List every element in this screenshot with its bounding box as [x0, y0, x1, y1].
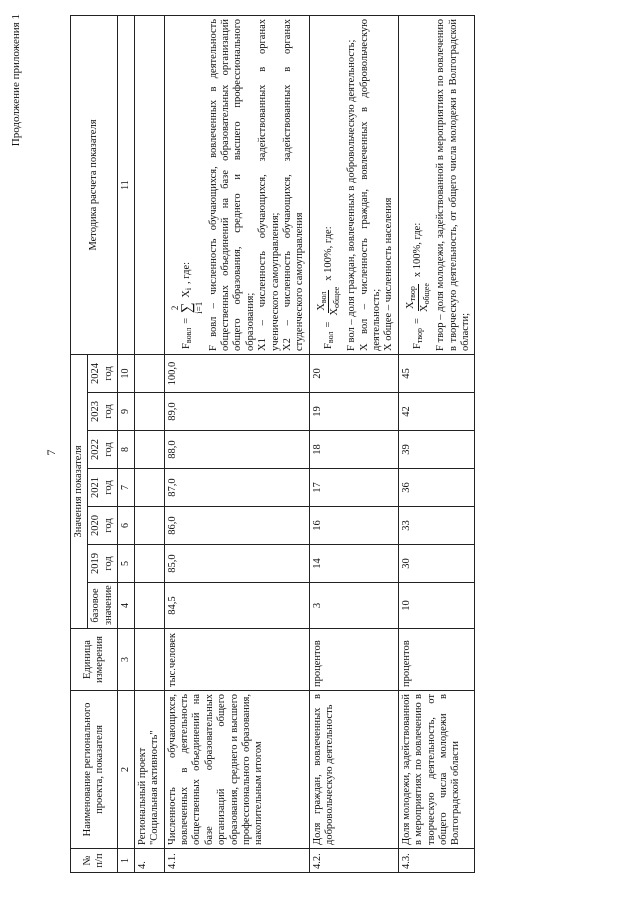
row-num: 4.2.: [309, 849, 398, 873]
row-value: 42: [398, 393, 475, 431]
desc-line: F твор – доля молодежи, задействованной в мероприятиях по вовлечению в творческую деятельность, от общего числа молодежи в Волгоградской области;: [435, 19, 472, 351]
row-name: Доля молодежи, задействованной в мероприятиях по вовлечению в творческую деятельность, от общего числа молодежи в Волгоградской области: [398, 691, 475, 849]
header-name: Наименование регионального проекта, показателя: [71, 691, 118, 849]
table-row: [164, 16, 309, 873]
row-value: 87,0: [164, 469, 309, 507]
row-value: 100,0: [164, 355, 309, 393]
col-number: 2: [118, 691, 135, 849]
formula-eq: =: [411, 318, 423, 324]
formula-tail: х 100%, где:: [322, 226, 334, 281]
row-method: [398, 16, 475, 355]
column-numbers-row: [118, 16, 135, 873]
row-method: [309, 16, 398, 355]
col-number: 10: [118, 355, 135, 393]
header-num: № п/п: [71, 849, 118, 873]
col-number: 6: [118, 507, 135, 545]
desc-line: F вовл – численность обучающихся, вовлеченных в деятельность общественных объединений на базе образовательных организаций общего образования, среднего и высшего профессионального образования;: [207, 19, 256, 351]
row-value: 89,0: [164, 393, 309, 431]
col-number: 9: [118, 393, 135, 431]
col-number: 8: [118, 431, 135, 469]
section-row: [134, 16, 164, 873]
row-value: 18: [309, 431, 398, 469]
header-year: 2023 год: [88, 393, 118, 431]
row-name: Доля граждан, вовлеченных в добровольческую деятельность: [309, 691, 398, 849]
row-baseline: 84,5: [164, 583, 309, 629]
formula-lhs: $F_{вол}$: [322, 331, 335, 349]
desc-line: F вол – доля граждан, вовлеченных в добровольческую деятельность;: [346, 39, 358, 351]
row-value: 36: [398, 469, 475, 507]
header-baseline: базовое значение: [88, 583, 118, 629]
row-value: 20: [309, 355, 398, 393]
desc-line: X общее – численность населения: [383, 197, 395, 351]
header-year: 2020 год: [88, 507, 118, 545]
header-year: 2022 год: [88, 431, 118, 469]
desc-line: X вол – численность граждан, вовлеченных в добровольческую деятельность;: [358, 19, 383, 351]
col-number: 5: [118, 545, 135, 583]
formula: [171, 19, 204, 349]
formula-fraction: $X_{вол}$ $X_{общее}$: [315, 286, 342, 316]
col-number: 3: [118, 629, 135, 691]
header-method: Методика расчета показателя: [71, 16, 118, 355]
formula-eq: =: [180, 317, 192, 324]
header-year: 2021 год: [88, 469, 118, 507]
col-number: 4: [118, 583, 135, 629]
header-row-1: [71, 16, 88, 873]
header-year: 2024 год: [88, 355, 118, 393]
col-number: 7: [118, 469, 135, 507]
header-values: Значения показателя: [71, 355, 88, 629]
row-value: 39: [398, 431, 475, 469]
formula-lhs: $F_{твор}$: [411, 327, 424, 349]
indicators-table: [70, 15, 475, 873]
formula-fraction: $X_{твор}$ $X_{общее}$: [404, 283, 431, 313]
desc-line: X2 – численность обучающихся, задействованных в органах студенческого самоуправления: [281, 19, 306, 351]
col-number: 1: [118, 849, 135, 873]
row-num: 4.1.: [164, 849, 309, 873]
row-value: 85,0: [164, 545, 309, 583]
row-name: Численность обучающихся, вовлеченных в деятельность общественных объединений на базе образовательных организаций общего образования, среднего и высшего профессионального образования, накопительным итогом: [164, 691, 309, 849]
header-unit: Единица измерения: [71, 629, 118, 691]
row-value: 88,0: [164, 431, 309, 469]
row-value: 14: [309, 545, 398, 583]
row-unit: тыс.человек: [164, 629, 309, 691]
row-value: 19: [309, 393, 398, 431]
row-num: 4.3.: [398, 849, 475, 873]
table-row: [309, 16, 398, 873]
row-baseline: 3: [309, 583, 398, 629]
row-unit: процентов: [398, 629, 475, 691]
method-description: [346, 19, 396, 351]
section-num: 4.: [134, 849, 164, 873]
sum-symbol: 2 ∑ i=1: [169, 301, 204, 314]
desc-line: X1 – численность обучающихся, задействованных в органах ученического самоуправления;: [257, 19, 281, 351]
section-title: Региональный проект "Социальная активность": [134, 691, 164, 849]
formula-term: $X_i$: [180, 287, 193, 298]
continuation-label: Продолжение приложения 1: [10, 14, 22, 147]
formula-lhs: $F_{вовл}$: [180, 327, 193, 349]
table-row: [398, 16, 475, 873]
row-baseline: 10: [398, 583, 475, 629]
row-value: 17: [309, 469, 398, 507]
formula-tail: х 100%, где:: [411, 222, 423, 278]
header-year: 2019 год: [88, 545, 118, 583]
page-number: 7: [44, 449, 58, 456]
row-value: 33: [398, 507, 475, 545]
col-number: 11: [118, 16, 135, 355]
row-value: 30: [398, 545, 475, 583]
row-value: 86,0: [164, 507, 309, 545]
formula-eq: =: [322, 321, 334, 328]
method-description: [435, 19, 472, 351]
formula: [405, 19, 432, 349]
row-value: 45: [398, 355, 475, 393]
formula-tail: , где:: [180, 261, 192, 284]
formula: [316, 19, 343, 349]
row-value: 16: [309, 507, 398, 545]
row-unit: процентов: [309, 629, 398, 691]
row-method: [164, 16, 309, 355]
method-description: [208, 19, 307, 351]
